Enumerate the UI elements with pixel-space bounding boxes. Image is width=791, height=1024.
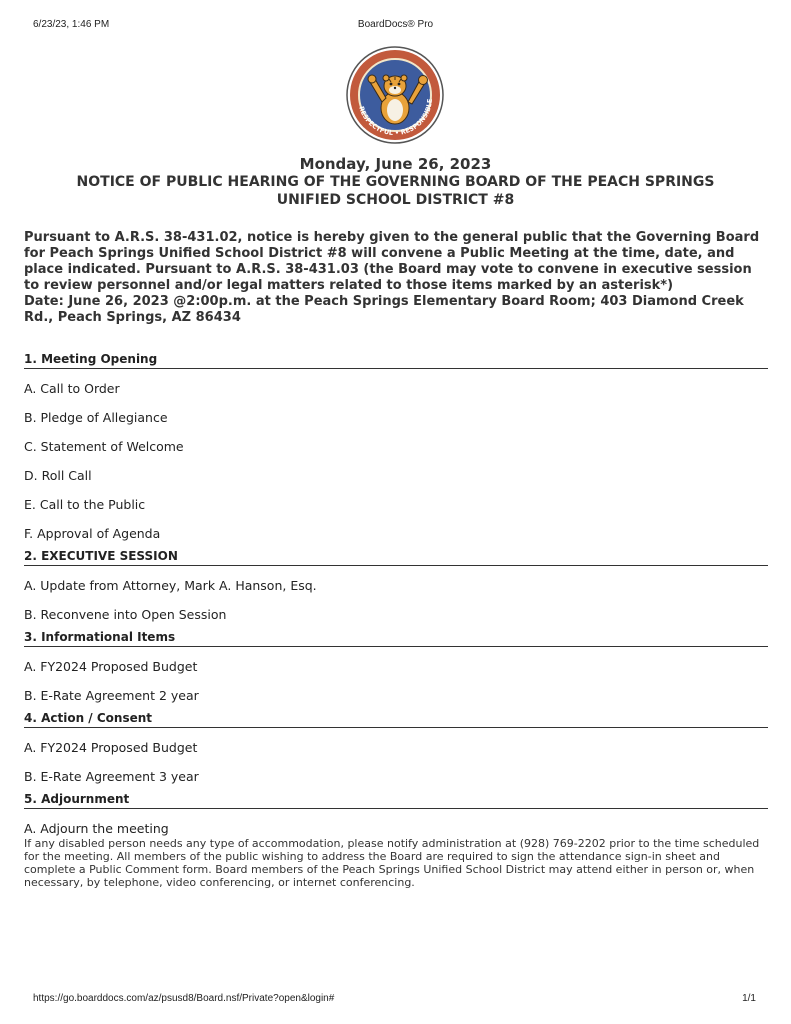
agenda-item[interactable]: A. Update from Attorney, Mark A. Hanson, Esq. — [24, 578, 317, 593]
district-logo — [346, 46, 444, 144]
section-title[interactable]: 3. Informational Items — [24, 630, 768, 647]
print-timestamp: 6/23/23, 1:46 PM — [33, 19, 110, 30]
agenda-item[interactable]: C. Statement of Welcome — [24, 439, 184, 454]
accommodation-disclaimer: If any disabled person needs any type of accommodation, please notify administration at (928) 769-2202 prior to the time scheduled for the meeting. All members of the public wishing to address the Board are required to sign the attendance sign-in sheet and complete a Public Comment form. Board members of the Peach Springs Unified School District may attend either in person or, when necessary, by telephone, video conferencing, or internet conferencing. — [24, 837, 760, 889]
meeting-location: Date: June 26, 2023 @2:00p.m. at the Peach Springs Elementary Board Room; 403 Diamond Creek Rd., Peach Springs, AZ 86434 — [24, 294, 744, 325]
notice-title-line-1: NOTICE OF PUBLIC HEARING OF THE GOVERNING BOARD OF THE PEACH SPRINGS — [76, 174, 715, 190]
agenda-item[interactable]: B. E-Rate Agreement 3 year — [24, 769, 199, 784]
notice-title-line-2: UNIFIED SCHOOL DISTRICT #8 — [276, 192, 515, 208]
meeting-title-block — [24, 155, 767, 209]
agenda-item[interactable]: B. E-Rate Agreement 2 year — [24, 688, 199, 703]
section-title[interactable]: 2. EXECUTIVE SESSION — [24, 549, 768, 566]
agenda — [24, 352, 768, 889]
section-title[interactable]: 1. Meeting Opening — [24, 352, 768, 369]
agenda-item[interactable]: D. Roll Call — [24, 468, 92, 483]
seal-text: RESPECTFUL • RESPONSIBLE — [357, 98, 435, 138]
tiger-mascot-seal-icon — [346, 46, 444, 144]
notice-paragraph-block — [24, 230, 767, 326]
print-url: https://go.boarddocs.com/az/psusd8/Board.nsf/Private?open&login# — [33, 993, 335, 1004]
agenda-item[interactable]: B. Reconvene into Open Session — [24, 607, 227, 622]
agenda-item[interactable]: A. Adjourn the meeting — [24, 821, 169, 836]
notice-paragraph: Pursuant to A.R.S. 38-431.02, notice is hereby given to the general public that the Governing Board for Peach Springs Unified School District #8 will convene a Public Meeting at the time, date, and place indicated. Pursuant to A.R.S. 38-431.03 (the Board may vote to convene in executive session to review personnel and/or legal matters related to those items marked by an asterisk*) — [24, 230, 760, 293]
agenda-item[interactable]: A. FY2024 Proposed Budget — [24, 740, 198, 755]
meeting-date: Monday, June 26, 2023 — [299, 155, 492, 173]
agenda-item[interactable]: A. FY2024 Proposed Budget — [24, 659, 198, 674]
print-app-name: BoardDocs® Pro — [357, 19, 434, 30]
agenda-item[interactable]: F. Approval of Agenda — [24, 526, 161, 541]
print-page-number: 1/1 — [742, 993, 756, 1004]
agenda-item[interactable]: E. Call to the Public — [24, 497, 146, 512]
agenda-item[interactable]: A. Call to Order — [24, 381, 120, 396]
section-title[interactable]: 5. Adjournment — [24, 792, 768, 809]
section-title[interactable]: 4. Action / Consent — [24, 711, 768, 728]
agenda-item[interactable]: B. Pledge of Allegiance — [24, 410, 168, 425]
